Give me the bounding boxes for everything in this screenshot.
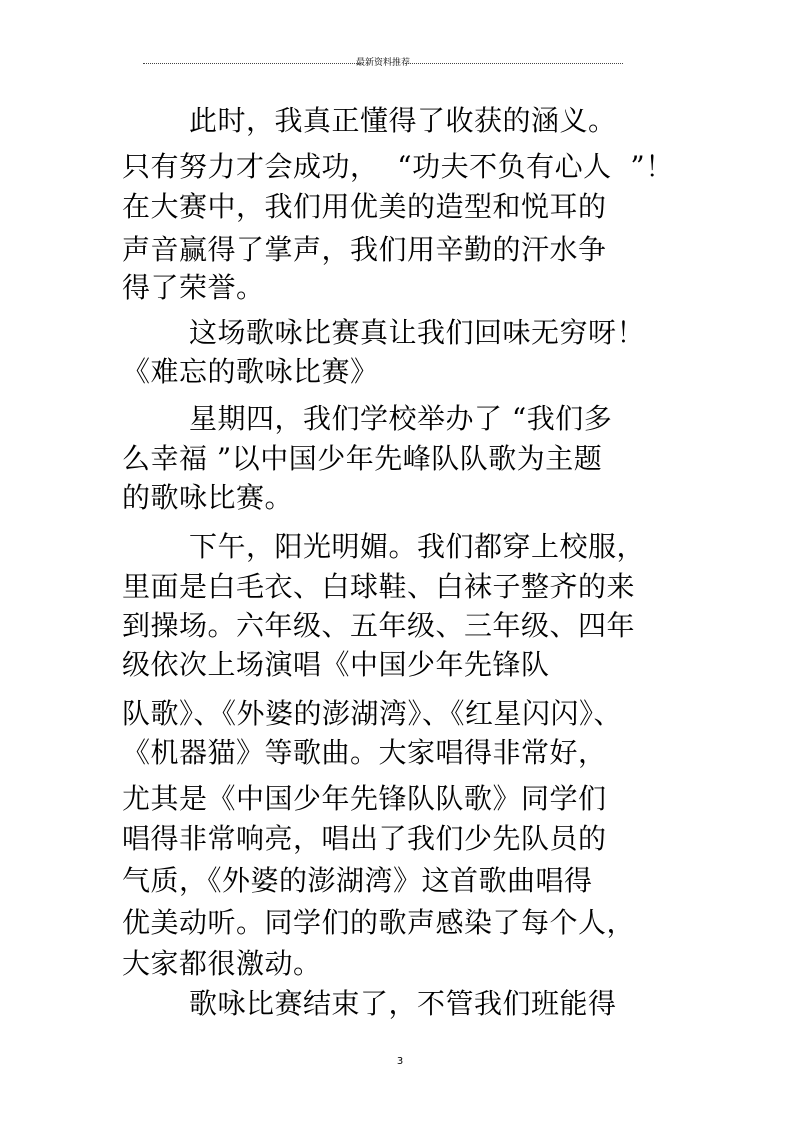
text-line: 到操场。六年级、五年级、三年级、四年 [122, 609, 636, 642]
text-line: 气质，《外婆的澎湖湾》这首歌曲唱得 [122, 864, 593, 897]
text-line: 队歌》、《外婆的澎湖湾》、《红星闪闪》、 [122, 697, 623, 730]
header-title: 最新资料推荐 [355, 58, 410, 68]
text-line: 只有努力才会成功， “功夫不负有心人 ”！ [122, 150, 674, 183]
text-line: 《机器猫》等歌曲。大家唱得非常好， [122, 736, 607, 769]
text-line: 么幸福 ”以中国少年先峰队队歌为主题 [122, 442, 603, 475]
text-line: 大家都很激动。 [122, 947, 322, 980]
text-line: 的歌咏比赛。 [122, 481, 294, 514]
text-line: 歌咏比赛结束了，不管我们班能得 [189, 987, 617, 1020]
text-line: 这场歌咏比赛真让我们回味无穷呀！ [189, 316, 646, 349]
page-number: 3 [396, 1056, 404, 1067]
text-line: 星期四，我们学校举办了 “我们多 [189, 402, 613, 435]
page-header [143, 56, 623, 70]
text-line: 尤其是《中国少年先锋队队歌》同学们 [122, 782, 607, 815]
text-line: 声音赢得了掌声，我们用辛勤的汗水争 [122, 233, 607, 266]
text-line: 级依次上场演唱《中国少年先锋队 [122, 648, 550, 681]
text-line: 里面是白毛衣、白球鞋、白袜子整齐的来 [122, 570, 636, 603]
text-line: 得了荣誉。 [122, 271, 265, 304]
text-line: 下午，阳光明媚。我们都穿上校服， [189, 530, 646, 563]
header-rule-right [405, 63, 623, 64]
text-line: 此时，我真正懂得了收获的涵义。 [189, 104, 617, 137]
text-line: 《难忘的歌咏比赛》 [122, 355, 379, 388]
text-line: 唱得非常响亮，唱出了我们少先队员的 [122, 822, 607, 855]
text-line: 优美动听。同学们的歌声感染了每个人， [122, 906, 636, 939]
text-line: 在大赛中，我们用优美的造型和悦耳的 [122, 190, 607, 223]
